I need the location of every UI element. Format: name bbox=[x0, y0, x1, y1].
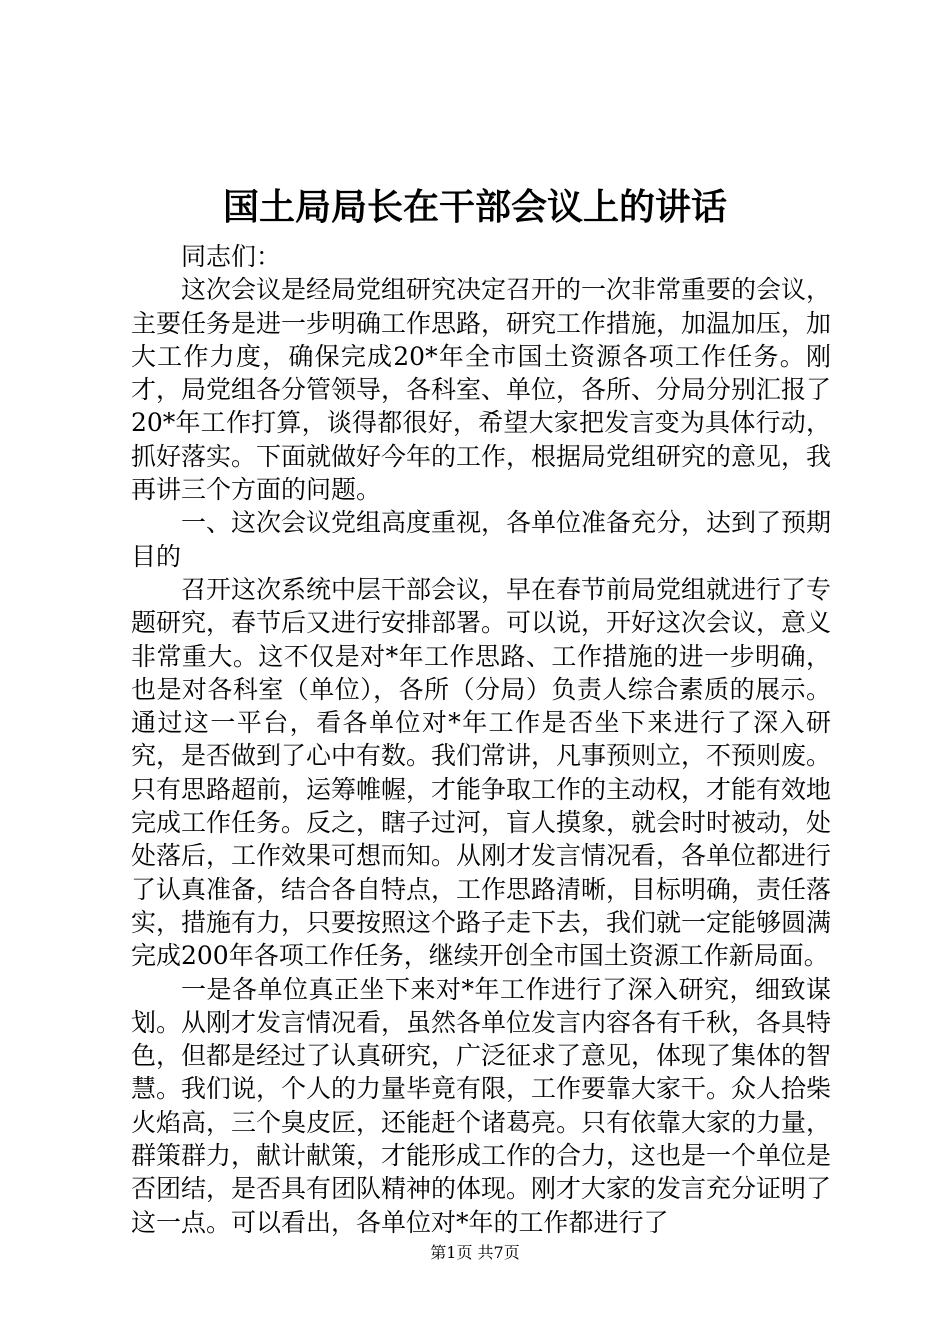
paragraph: 一是各单位真正坐下来对*年工作进行了深入研究，细致谋划。从刚才发言情况看，虽然各单位发言内容各有千秋，各具特色，但都是经过了认真研究，广泛征求了意见，体现了集体的智慧。我们说，个人的力量毕竟有限，工作要靠大家干。众人拾柴火焰高，三个臭皮匠，还能赶个诸葛亮。只有依靠大家的力量，群策群力，献计献策，才能形成工作的合力，这也是一个单位是否团结，是否具有团队精神的体现。刚才大家的发言充分证明了这一点。可以看出，各单位对*年的工作都进行了 bbox=[131, 974, 832, 1237]
page-number: 第1页 共7页 bbox=[430, 1243, 520, 1262]
salutation: 同志们： bbox=[181, 242, 282, 271]
document-title: 国土局局长在干部会议上的讲话 bbox=[222, 186, 727, 228]
document-body bbox=[131, 240, 831, 1239]
paragraph: 这次会议是经局党组研究决定召开的一次非常重要的会议，主要任务是进一步明确工作思路，研究工作措施，加温加压，加大工作力度，确保完成20*年全市国土资源各项工作任务。刚才，局党组各分管领导，各科室、单位，各所、分局分别汇报了20*年工作打算，谈得都很好，希望大家把发言变为具体行动，抓好落实。下面就做好今年的工作，根据局党组研究的意见，我再讲三个方面的问题。 bbox=[131, 275, 832, 505]
section-heading: 一、这次会议党组高度重视，各单位准备充分，达到了预期目的 bbox=[131, 508, 832, 571]
paragraph: 召开这次系统中层干部会议，早在春节前局党组就进行了专题研究，春节后又进行安排部署。可以说，开好这次会议，意义非常重大。这不仅是对*年工作思路、工作措施的进一步明确，也是对各科室（单位），各所（分局）负责人综合素质的展示。通过这一平台，看各单位对*年工作是否坐下来进行了深入研究，是否做到了心中有数。我们常讲，凡事预则立，不预则废。只有思路超前，运筹帷幄，才能争取工作的主动权，才能有效地完成工作任务。反之，瞎子过河，盲人摸象，就会时时被动，处处落后，工作效果可想而知。从刚才发言情况看，各单位都进行了认真准备，结合各自特点，工作思路清晰，目标明确，责任落实，措施有力，只要按照这个路子走下去，我们就一定能够圆满完成200年各项工作任务，继续开创全市国土资源工作新局面。 bbox=[131, 574, 832, 971]
